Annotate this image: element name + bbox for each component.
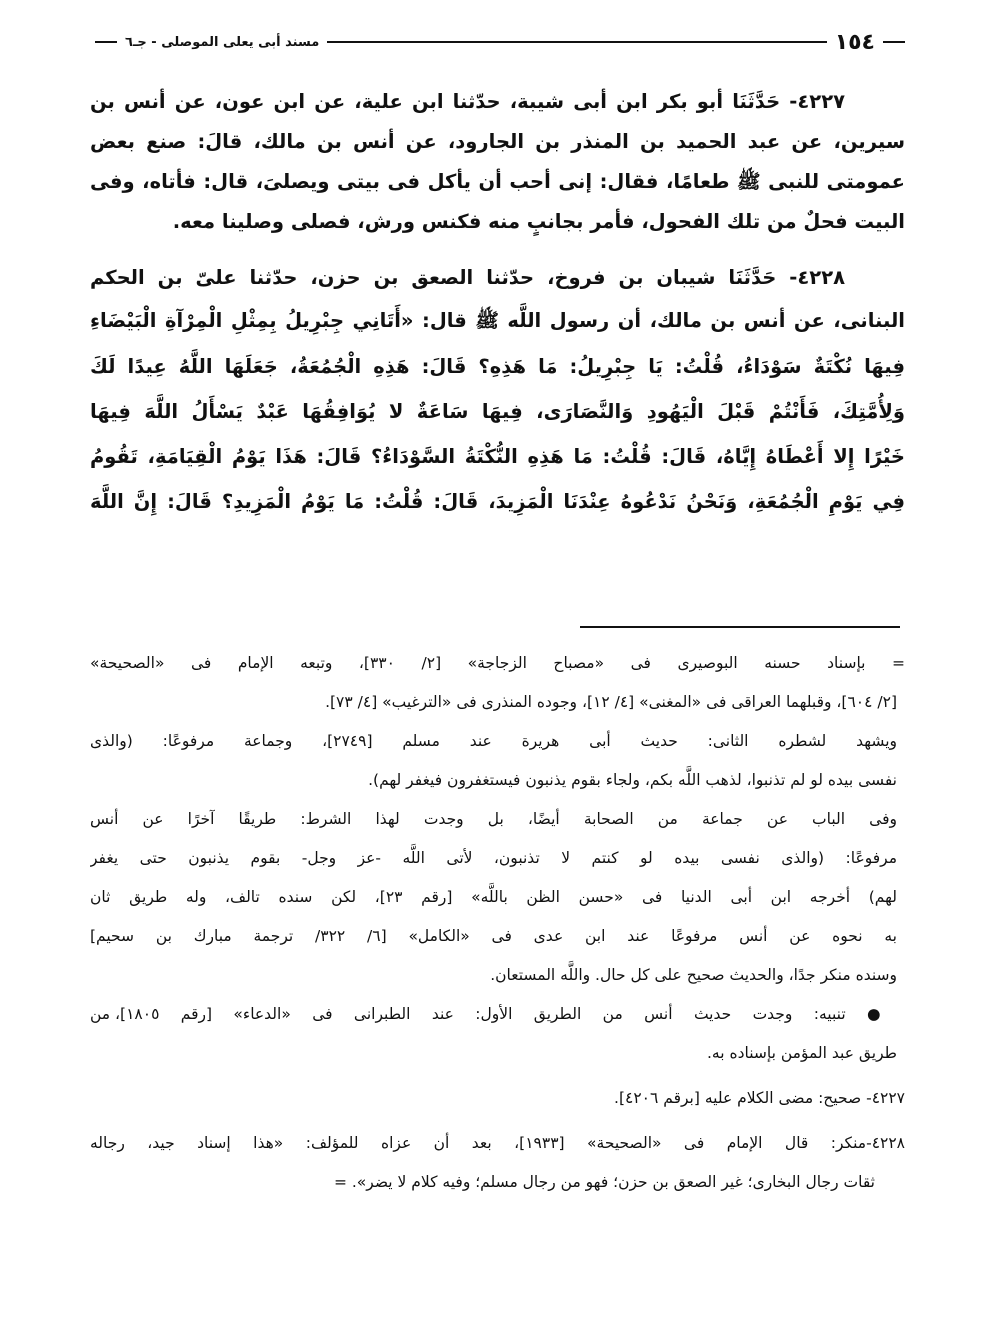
running-title: مسند أبى يعلى الموصلى - جـ٦ xyxy=(125,34,320,50)
footnote-paragraph xyxy=(90,995,905,1073)
note-line: ويشهد لشطره الثانى: حديث أبى هريرة عند مسلم [٢٧٤٩]، وجماعة مرفوعًا: (والذى xyxy=(90,732,897,750)
text-line: وَلِأُمَّتِكَ، فَأَنْتُمْ قَبْلَ الْيَهُودِ وَالنَّصَارَى، فِيهَا سَاعَةٌ لا يُوَافِقُهَا عَبْدٌ يَسْأَلُ اللَّهَ فِيهَا xyxy=(90,400,905,423)
note-line: ٤٢٢٨-منكر: قال الإمام فى «الصحيحة» [١٩٣٣]، بعد أن عزاه للمؤلف: «هذا إسناد جيد، رجاله xyxy=(90,1134,905,1152)
header-dash xyxy=(883,41,905,43)
text-line: سيرين، عن عبد الحميد بن المنذر بن الجارود، عن أنس بن مالك، قالَ: صنع بعض xyxy=(90,130,905,153)
main-text xyxy=(90,82,905,524)
text-line: عمومتى للنبى ﷺ طعامًا، فقال: إنى أحب أن يأكل فى بيتى ويصلىَ، قال: فأتاه، وفى xyxy=(90,170,905,193)
note-line: به نحوه عن أنس مرفوعًا عند ابن عدى فى «الكامل» [٦/ ٣٢٢/ ترجمة مبارك بن سحيم] xyxy=(90,927,897,945)
note-line: نفسى بيده لو لم تذنبوا، لذهب اللَّه بكم، ولجاء بقوم يذنبون فيستغفرون فيغفر لهم). xyxy=(368,771,897,789)
note-line: مرفوعًا: (والذى نفسى بيده لو كنتم لا تذنبون، لأتى اللَّه -عز وجل- بقوم يذنبون حتى يغفر xyxy=(90,849,897,867)
note-line: وسنده منكر جدًا، والحديث صحيح على كل حال. واللَّه المستعان. xyxy=(490,966,897,984)
note-line: ثقات رجال البخارى؛ غير الصعق بن حزن؛ فهو من رجال مسلم؛ وفيه كلام لا يضر». = xyxy=(333,1173,875,1191)
footnote-paragraph xyxy=(90,722,905,800)
footnote-separator xyxy=(580,626,900,628)
note-line: ● تنبيه: وجدت حديث أنس من الطريق الأول: عند الطبرانى فى «الدعاء» [رقم ١٨٠٥]، من xyxy=(90,1005,897,1023)
footnote-paragraph xyxy=(90,1079,905,1118)
page-number: ١٥٤ xyxy=(834,29,875,55)
text-line: ٤٢٢٧- حَدَّثَنَا أبو بكر ابن أبى شيبة، حدّثنا ابن علية، عن ابن عون، عن أنس بن xyxy=(90,90,845,113)
header-rule xyxy=(327,41,826,43)
note-line: ٤٢٢٧- صحيح: مضى الكلام عليه [برقم ٤٢٠٦]. xyxy=(614,1089,905,1107)
note-line: [٢/ ٦٠٤]، وقبلهما العراقى فى «المغنى» [٤/ ١٢]، وجوده المنذرى فى «الترغيب» [٤/ ٧٣]. xyxy=(325,693,897,711)
text-line: البيت فحلٌ من تلك الفحول، فأمر بجانبٍ منه فكنس ورش، فصلى وصلينا معه. xyxy=(172,210,905,233)
note-line: وفى الباب عن جماعة من الصحابة أيضًا، بل وجدت لهذا الشرط: طريقًا آخرًا عن أنس xyxy=(90,810,897,828)
text-line: ٤٢٢٨- حَدَّثَنَا شيبان بن فروخ، حدّثنا الصعق بن حزن، حدّثنا علىّ بن الحكم xyxy=(90,266,845,289)
note-line: = بإسناد حسنه البوصيرى فى «مصباح الزجاجة» [٢/ ٣٣٠]، وتبعه الإمام فى «الصحيحة» xyxy=(90,654,905,672)
text-line: فِي يَوْمِ الْجُمُعَةِ، وَنَحْنُ نَدْعُوهُ عِنْدَنَا الْمَزِيدَ، قَالَ: قُلْتُ: مَا يَوْمُ الْمَزِيدِ؟ قَالَ: إِنَّ اللَّهَ xyxy=(90,490,905,513)
hadith-4228 xyxy=(90,258,905,524)
note-line: لهم) أخرجه ابن أبى الدنيا فى «حسن الظن باللَّه» [رقم ٢٣]، لكن سنده تالف، وله طريق ثان xyxy=(90,888,897,906)
header-dash xyxy=(95,41,117,43)
note-line: طريق عبد المؤمن بإسناده به. xyxy=(707,1044,897,1062)
footnotes xyxy=(90,644,905,1202)
text-line: فِيهَا نُكْتَةٌ سَوْدَاءُ، قُلْتُ: يَا جِبْرِيلُ: مَا هَذِهِ؟ قَالَ: هَذِهِ الْجُمُعَةُ، جَعَلَهَا اللَّهُ عِيدًا لَكَ xyxy=(90,355,905,378)
page-header xyxy=(95,30,905,54)
footnote-paragraph xyxy=(90,1124,905,1202)
hadith-4227 xyxy=(90,82,905,242)
text-line: البنانى، عن أنس بن مالك، أن رسول اللَّه ﷺ قال: «أَتَانِي جِبْرِيلُ بِمِثْلِ الْمِرْآةِ الْبَيْضَاءِ xyxy=(90,309,905,332)
text-line: خَيْرًا إِلا أَعْطَاهُ إِيَّاهُ، قَالَ: قُلْتُ: مَا هَذِهِ النُّكْتَةُ السَّوْدَاءُ؟ قَالَ: هَذَا يَوْمُ الْقِيَامَةِ، تَقُومُ xyxy=(90,445,905,468)
footnote-paragraph xyxy=(90,800,905,995)
footnote-paragraph xyxy=(90,644,905,722)
